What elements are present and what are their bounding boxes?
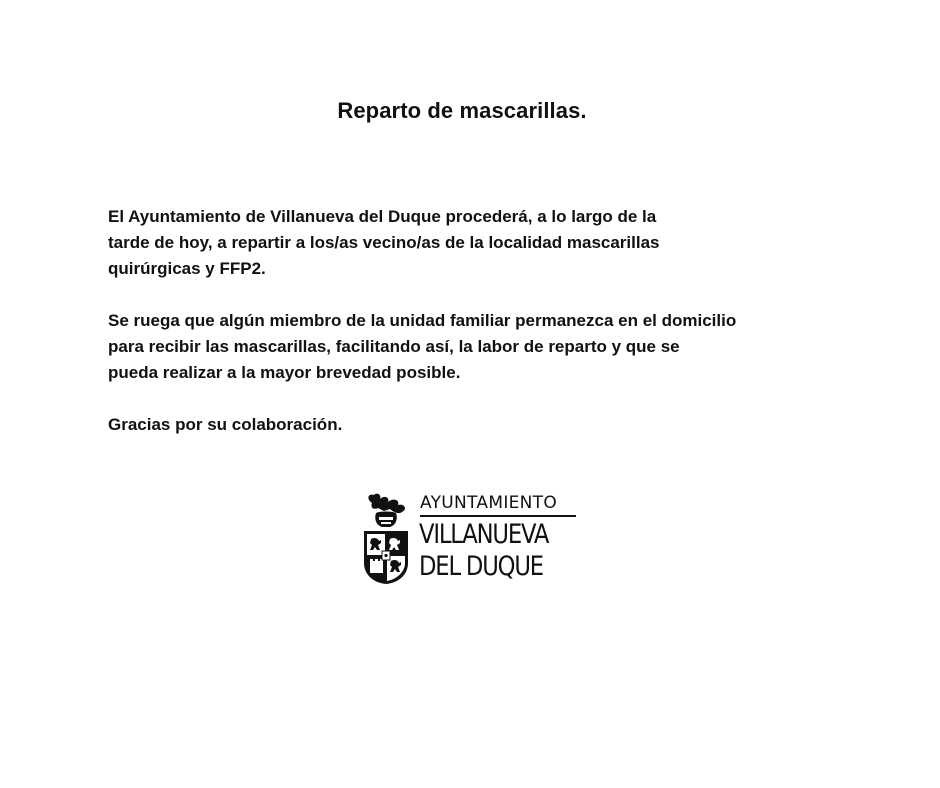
paragraph-line: Se ruega que algún miembro de la unidad familiar permanezca en el domicilio	[108, 311, 737, 330]
page-title: Reparto de mascarillas.	[337, 98, 587, 123]
paragraph-distribution	[108, 204, 868, 282]
logo-ayuntamiento-text: AYUNTAMIENTO	[420, 493, 558, 513]
paragraph-line: tarde de hoy, a repartir a los/as vecino/as de la localidad mascarillas	[108, 233, 660, 252]
logo-villanueva-text: VILLANUEVA	[419, 519, 549, 550]
ayuntamiento-logo	[362, 493, 582, 589]
paragraph-line: pueda realizar a la mayor brevedad posible.	[108, 363, 461, 382]
notice-body	[108, 204, 868, 464]
paragraph-line: para recibir las mascarillas, facilitando así, la labor de reparto y que se	[108, 337, 680, 356]
logo-del-duque-text: DEL DUQUE	[419, 551, 543, 582]
paragraph-request	[108, 308, 868, 386]
paragraph-line: quirúrgicas y FFP2.	[108, 259, 266, 278]
logo-divider	[420, 515, 576, 517]
closing-text: Gracias por su colaboración.	[108, 415, 343, 434]
paragraph-line: El Ayuntamiento de Villanueva del Duque procederá, a lo largo de la	[108, 207, 657, 226]
coat-of-arms-icon	[362, 493, 410, 585]
